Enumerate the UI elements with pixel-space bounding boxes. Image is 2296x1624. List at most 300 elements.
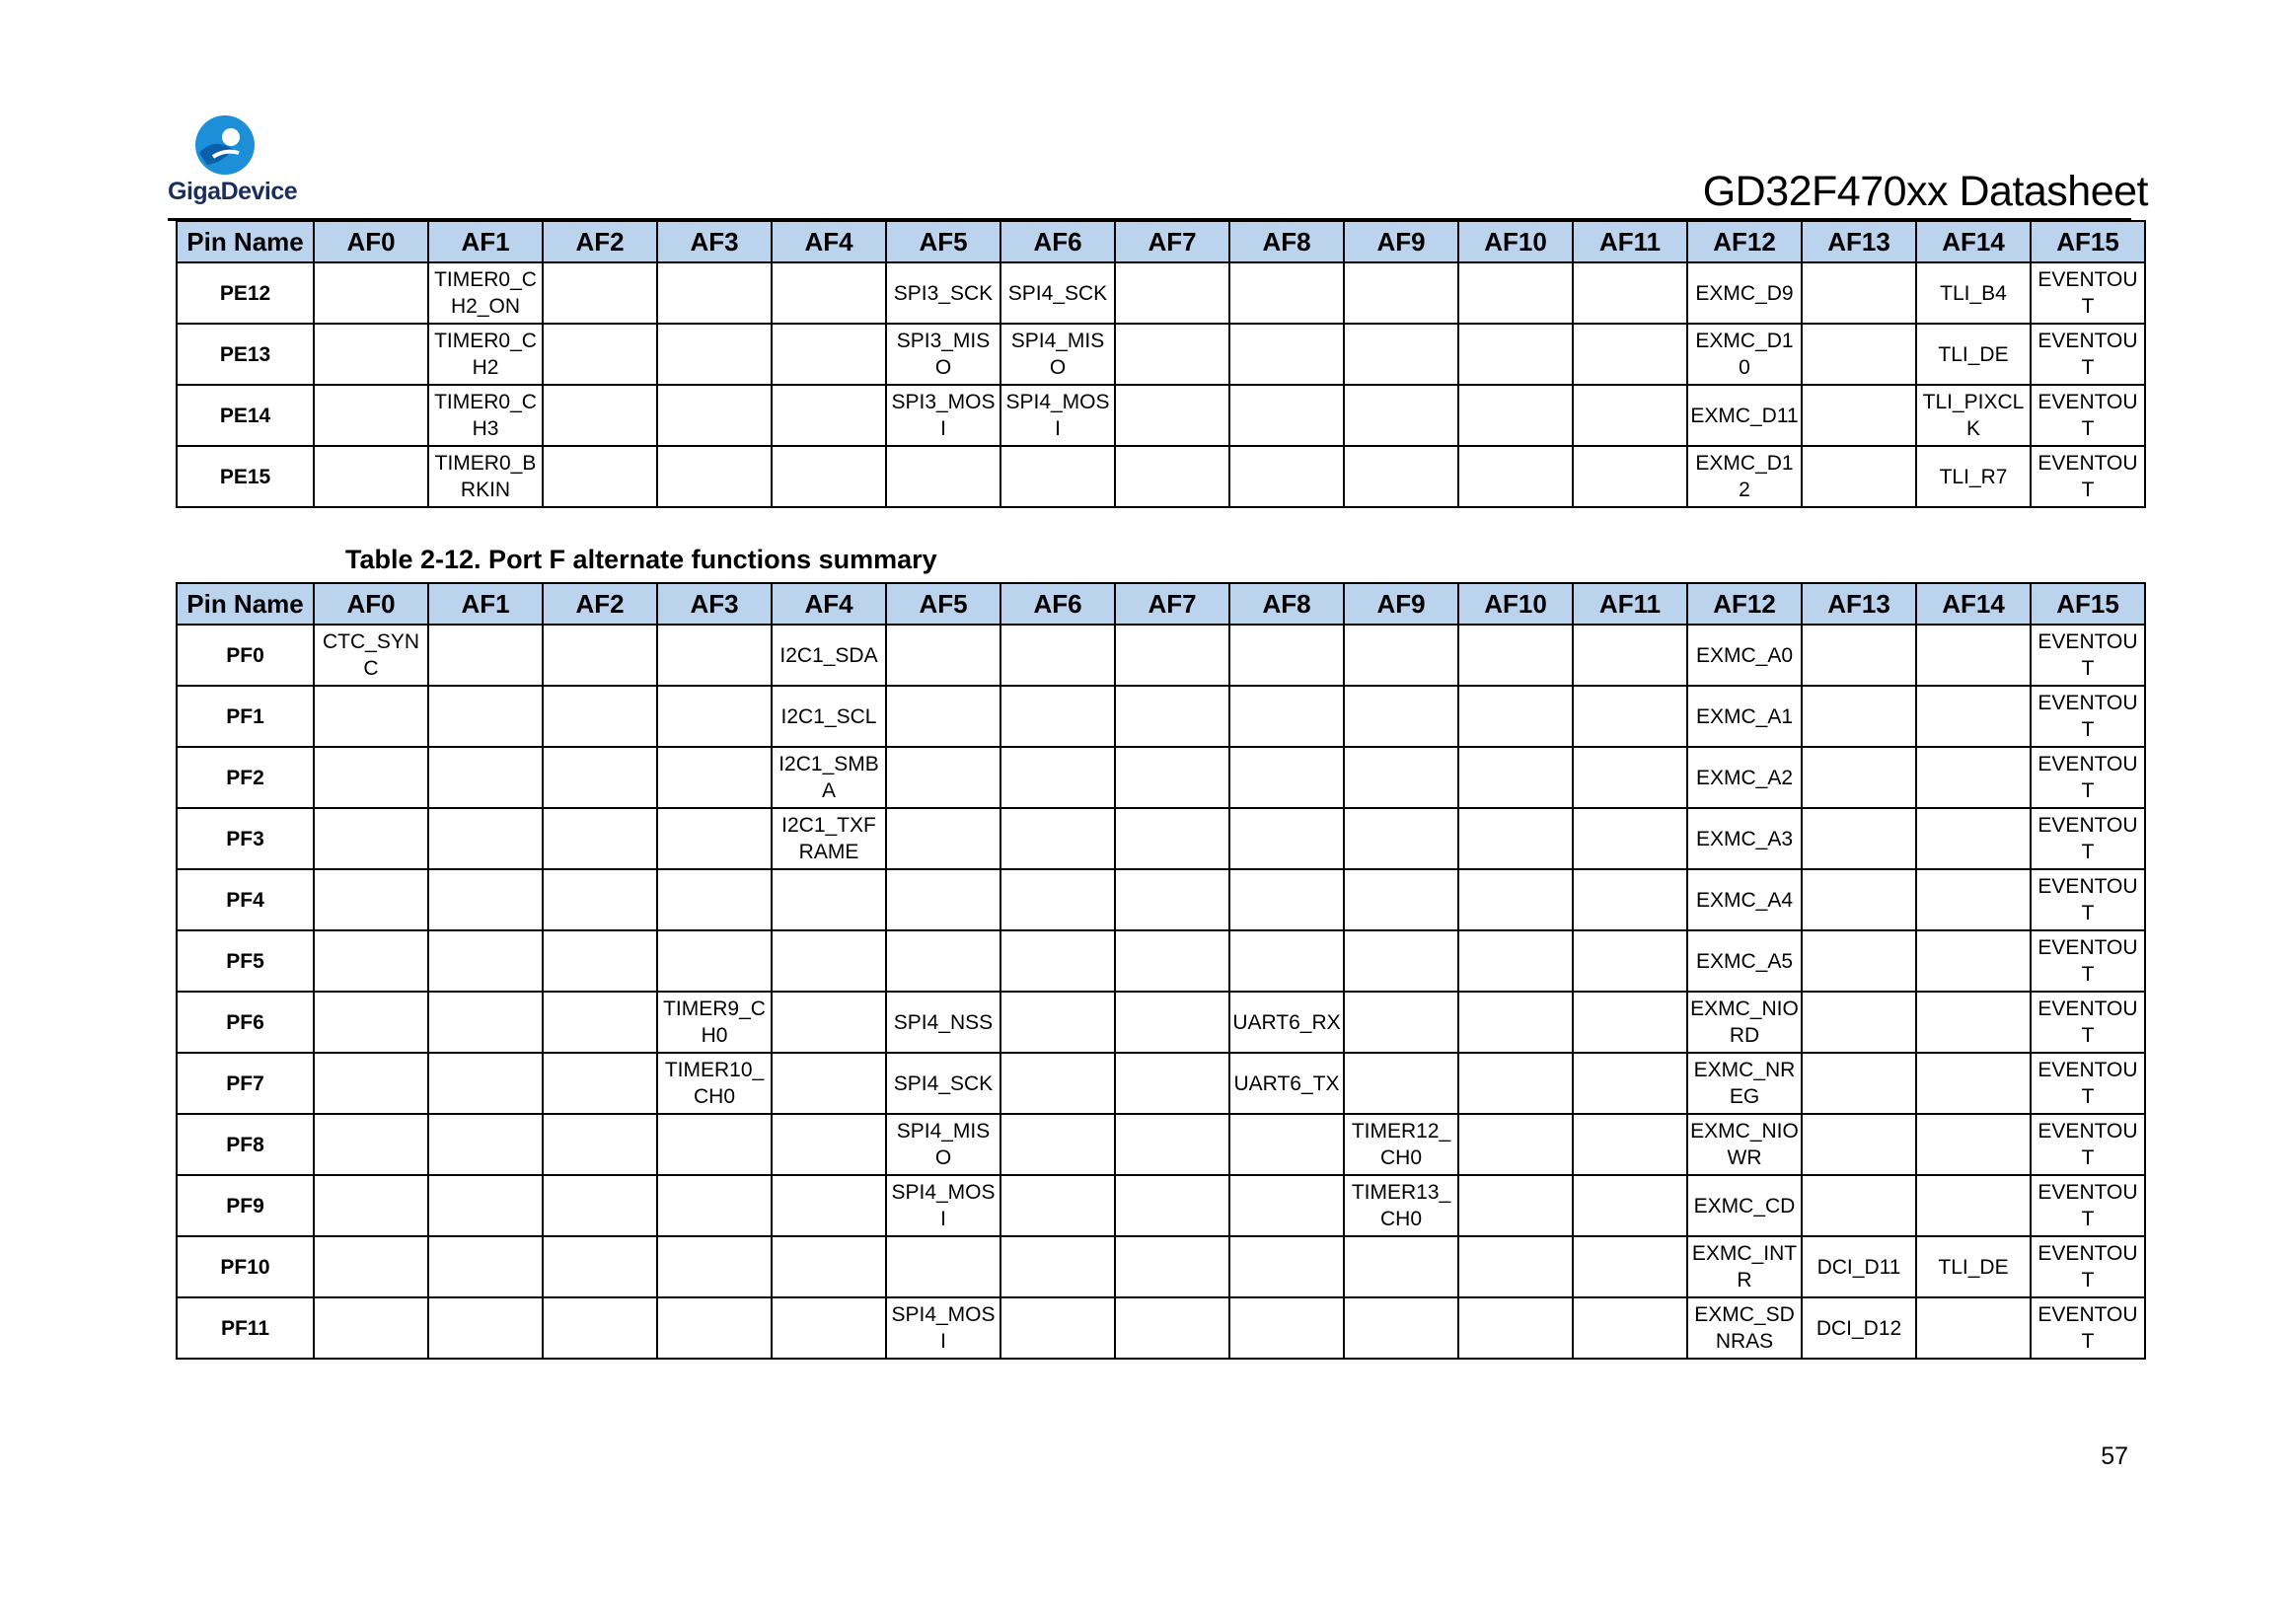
af-cell [1916, 992, 2031, 1053]
af-cell [1115, 1297, 1229, 1359]
af-cell [1229, 869, 1344, 930]
pin-name-cell: PF2 [177, 747, 314, 808]
af-cell [657, 808, 772, 869]
af-cell: EXMC_D11 [1687, 385, 1802, 446]
port-f-af-table [176, 582, 2146, 1360]
af-cell [1344, 1297, 1458, 1359]
af-cell: EXMC_NREG [1687, 1053, 1802, 1114]
af-cell: TIMER0_BRKIN [428, 446, 543, 507]
column-header: AF6 [1000, 221, 1115, 262]
af-cell [1115, 808, 1229, 869]
af-cell [1000, 686, 1115, 747]
af-cell [428, 1175, 543, 1236]
pin-name-cell: PE12 [177, 262, 314, 324]
column-header: AF12 [1687, 583, 1802, 625]
column-header: AF6 [1000, 583, 1115, 625]
pin-name-cell: PF0 [177, 625, 314, 686]
af-cell [314, 1053, 428, 1114]
column-header: AF8 [1229, 221, 1344, 262]
column-header: AF5 [886, 583, 1000, 625]
af-cell [657, 747, 772, 808]
af-cell [314, 808, 428, 869]
af-cell: I2C1_SDA [772, 625, 886, 686]
af-cell [772, 446, 886, 507]
af-cell [772, 930, 886, 992]
af-cell [1573, 1297, 1687, 1359]
af-cell [1229, 686, 1344, 747]
table-row [177, 1236, 2145, 1297]
af-cell [657, 869, 772, 930]
af-cell: EXMC_A0 [1687, 625, 1802, 686]
af-cell [1344, 869, 1458, 930]
table-row [177, 992, 2145, 1053]
af-cell [1115, 747, 1229, 808]
af-cell [543, 1114, 657, 1175]
af-cell: EVENTOUT [2031, 992, 2145, 1053]
af-cell [657, 930, 772, 992]
af-cell [1000, 1053, 1115, 1114]
table-row [177, 747, 2145, 808]
af-cell [428, 992, 543, 1053]
af-cell [1115, 992, 1229, 1053]
column-header: AF0 [314, 221, 428, 262]
column-header: AF12 [1687, 221, 1802, 262]
af-cell [1458, 625, 1573, 686]
gigadevice-logo-icon [193, 113, 257, 177]
af-cell [314, 1297, 428, 1359]
column-header: AF2 [543, 221, 657, 262]
af-cell [1458, 747, 1573, 808]
af-cell [772, 324, 886, 385]
af-cell: EXMC_D9 [1687, 262, 1802, 324]
af-cell [1115, 1175, 1229, 1236]
pin-name-cell: PF10 [177, 1236, 314, 1297]
af-cell [1458, 1114, 1573, 1175]
af-cell [543, 446, 657, 507]
af-cell [543, 262, 657, 324]
af-cell: TIMER0_CH2 [428, 324, 543, 385]
af-cell [1802, 625, 1916, 686]
af-cell: SPI4_MOSI [886, 1297, 1000, 1359]
af-cell [1344, 686, 1458, 747]
af-cell [1344, 446, 1458, 507]
af-cell [543, 808, 657, 869]
af-cell: EVENTOUT [2031, 1114, 2145, 1175]
af-cell [886, 1236, 1000, 1297]
column-header: AF10 [1458, 221, 1573, 262]
af-cell [1115, 1236, 1229, 1297]
af-cell [1802, 747, 1916, 808]
af-cell: EVENTOUT [2031, 686, 2145, 747]
pin-name-cell: PF8 [177, 1114, 314, 1175]
af-cell [657, 1236, 772, 1297]
af-cell [1000, 992, 1115, 1053]
column-header: AF3 [657, 583, 772, 625]
af-cell [1916, 808, 2031, 869]
column-header: AF9 [1344, 221, 1458, 262]
table-row [177, 930, 2145, 992]
af-cell: SPI3_SCK [886, 262, 1000, 324]
af-cell: TIMER9_CH0 [657, 992, 772, 1053]
af-cell [1229, 262, 1344, 324]
column-header: AF15 [2031, 221, 2145, 262]
af-cell [886, 446, 1000, 507]
af-cell [657, 446, 772, 507]
af-cell [1229, 930, 1344, 992]
af-cell [1802, 686, 1916, 747]
af-cell [1000, 930, 1115, 992]
af-cell [1115, 1114, 1229, 1175]
af-cell [1573, 869, 1687, 930]
table-row [177, 262, 2145, 324]
af-cell [1458, 1175, 1573, 1236]
af-cell [1916, 1114, 2031, 1175]
af-cell [1115, 446, 1229, 507]
document-title: GD32F470xx Datasheet [1702, 168, 2148, 215]
af-cell [886, 686, 1000, 747]
af-cell [886, 930, 1000, 992]
table-row [177, 808, 2145, 869]
af-cell [543, 625, 657, 686]
af-cell: SPI4_NSS [886, 992, 1000, 1053]
af-cell: EVENTOUT [2031, 625, 2145, 686]
port-e-af-table [176, 220, 2146, 508]
pin-name-cell: PF7 [177, 1053, 314, 1114]
af-cell: I2C1_SCL [772, 686, 886, 747]
af-cell [772, 385, 886, 446]
af-cell: SPI4_MISO [1000, 324, 1115, 385]
pin-name-cell: PF6 [177, 992, 314, 1053]
af-cell [1573, 324, 1687, 385]
af-cell [1115, 625, 1229, 686]
af-cell [1916, 747, 2031, 808]
af-cell: EVENTOUT [2031, 385, 2145, 446]
logo-text: GigaDevice [168, 178, 298, 205]
af-cell [1229, 1114, 1344, 1175]
column-header: AF8 [1229, 583, 1344, 625]
af-cell [1344, 992, 1458, 1053]
af-cell [1573, 992, 1687, 1053]
af-cell: EXMC_A4 [1687, 869, 1802, 930]
af-cell [1573, 1236, 1687, 1297]
af-cell [1458, 324, 1573, 385]
af-cell [886, 747, 1000, 808]
af-cell [1802, 1114, 1916, 1175]
af-cell [543, 747, 657, 808]
gigadevice-logo [168, 113, 296, 212]
af-cell [428, 869, 543, 930]
pin-name-cell: PF11 [177, 1297, 314, 1359]
af-cell [314, 869, 428, 930]
column-header: AF2 [543, 583, 657, 625]
af-cell [1458, 446, 1573, 507]
af-cell: DCI_D11 [1802, 1236, 1916, 1297]
af-cell: EXMC_A5 [1687, 930, 1802, 992]
af-cell [1115, 1053, 1229, 1114]
af-cell [1344, 1236, 1458, 1297]
af-cell: SPI4_SCK [886, 1053, 1000, 1114]
af-cell: EVENTOUT [2031, 1236, 2145, 1297]
af-cell [1458, 869, 1573, 930]
af-cell [1229, 747, 1344, 808]
af-cell: TLI_R7 [1916, 446, 2031, 507]
af-cell [314, 930, 428, 992]
af-cell [1573, 808, 1687, 869]
pin-name-cell: PE15 [177, 446, 314, 507]
af-cell: DCI_D12 [1802, 1297, 1916, 1359]
af-cell: TLI_B4 [1916, 262, 2031, 324]
af-cell [1115, 385, 1229, 446]
af-cell [1229, 808, 1344, 869]
column-header: AF10 [1458, 583, 1573, 625]
af-cell [428, 1236, 543, 1297]
af-cell: EXMC_NIORD [1687, 992, 1802, 1053]
af-cell [1802, 262, 1916, 324]
af-cell: EXMC_NIOWR [1687, 1114, 1802, 1175]
column-header: AF14 [1916, 221, 2031, 262]
af-cell [543, 1053, 657, 1114]
af-cell [1573, 930, 1687, 992]
af-cell [1458, 808, 1573, 869]
af-cell [1000, 625, 1115, 686]
af-cell [1802, 1053, 1916, 1114]
af-cell [772, 992, 886, 1053]
af-cell [886, 625, 1000, 686]
af-cell: SPI3_MISO [886, 324, 1000, 385]
table-row [177, 1175, 2145, 1236]
af-cell [1000, 1175, 1115, 1236]
af-cell [772, 1053, 886, 1114]
af-cell: EVENTOUT [2031, 1053, 2145, 1114]
af-cell [314, 686, 428, 747]
af-cell [1229, 1236, 1344, 1297]
column-header: AF7 [1115, 583, 1229, 625]
af-cell [657, 1297, 772, 1359]
af-cell: EVENTOUT [2031, 1297, 2145, 1359]
af-cell [1344, 625, 1458, 686]
af-cell: TLI_DE [1916, 324, 2031, 385]
column-header: AF11 [1573, 583, 1687, 625]
af-cell [314, 747, 428, 808]
af-cell: UART6_RX [1229, 992, 1344, 1053]
af-cell [1344, 747, 1458, 808]
af-cell [1802, 324, 1916, 385]
af-cell: SPI3_MOSI [886, 385, 1000, 446]
af-cell [772, 1236, 886, 1297]
pin-name-cell: PF3 [177, 808, 314, 869]
af-cell [1573, 262, 1687, 324]
table-row [177, 446, 2145, 507]
pin-name-cell: PF5 [177, 930, 314, 992]
table-row [177, 686, 2145, 747]
column-header: AF4 [772, 221, 886, 262]
af-cell [1573, 625, 1687, 686]
table-row [177, 1297, 2145, 1359]
af-cell [314, 385, 428, 446]
table-row [177, 1053, 2145, 1114]
af-cell: TIMER12_CH0 [1344, 1114, 1458, 1175]
af-cell: EXMC_D10 [1687, 324, 1802, 385]
af-cell: EXMC_A2 [1687, 747, 1802, 808]
af-cell: EVENTOUT [2031, 446, 2145, 507]
af-cell [1573, 446, 1687, 507]
af-cell [1344, 1053, 1458, 1114]
af-cell [657, 324, 772, 385]
af-cell [1458, 385, 1573, 446]
table-row [177, 385, 2145, 446]
column-header: AF7 [1115, 221, 1229, 262]
af-cell [1916, 869, 2031, 930]
af-cell: EVENTOUT [2031, 808, 2145, 869]
af-cell [543, 1297, 657, 1359]
af-cell [428, 808, 543, 869]
af-cell [428, 930, 543, 992]
af-cell [543, 869, 657, 930]
pin-name-cell: PF1 [177, 686, 314, 747]
af-cell: TIMER10_CH0 [657, 1053, 772, 1114]
af-cell [1115, 686, 1229, 747]
af-cell [1573, 1114, 1687, 1175]
af-cell [1229, 625, 1344, 686]
af-cell [314, 324, 428, 385]
af-cell [772, 1114, 886, 1175]
af-cell [1458, 686, 1573, 747]
af-cell [657, 262, 772, 324]
af-cell [1000, 446, 1115, 507]
af-cell [1115, 930, 1229, 992]
af-cell: EXMC_D12 [1687, 446, 1802, 507]
column-header: Pin Name [177, 583, 314, 625]
af-cell [657, 1175, 772, 1236]
column-header: AF13 [1802, 221, 1916, 262]
af-cell [1229, 446, 1344, 507]
table-header-row [177, 583, 2145, 625]
af-cell: EXMC_A1 [1687, 686, 1802, 747]
af-cell [657, 385, 772, 446]
af-cell: SPI4_MOSI [1000, 385, 1115, 446]
af-cell [1458, 930, 1573, 992]
af-cell [886, 869, 1000, 930]
af-cell [314, 262, 428, 324]
af-cell [1916, 1297, 2031, 1359]
af-cell [314, 1236, 428, 1297]
af-cell [1573, 686, 1687, 747]
af-cell [1115, 262, 1229, 324]
af-cell: UART6_TX [1229, 1053, 1344, 1114]
column-header: AF13 [1802, 583, 1916, 625]
af-cell [1229, 1297, 1344, 1359]
af-cell [1000, 1297, 1115, 1359]
af-cell [1916, 930, 2031, 992]
af-cell [543, 385, 657, 446]
af-cell: SPI4_SCK [1000, 262, 1115, 324]
pin-name-cell: PF9 [177, 1175, 314, 1236]
af-cell [886, 808, 1000, 869]
af-cell: EXMC_INTR [1687, 1236, 1802, 1297]
table-header-row [177, 221, 2145, 262]
af-cell: I2C1_TXFRAME [772, 808, 886, 869]
af-cell [1458, 992, 1573, 1053]
af-cell [1802, 930, 1916, 992]
af-cell [314, 446, 428, 507]
af-cell [1573, 747, 1687, 808]
af-cell [428, 625, 543, 686]
af-cell [1802, 1175, 1916, 1236]
af-cell [1573, 1175, 1687, 1236]
af-cell [1916, 1175, 2031, 1236]
column-header: AF9 [1344, 583, 1458, 625]
af-cell [772, 1175, 886, 1236]
af-cell: TLI_DE [1916, 1236, 2031, 1297]
af-cell [314, 1114, 428, 1175]
af-cell [1115, 869, 1229, 930]
af-cell [543, 1175, 657, 1236]
af-cell [428, 1053, 543, 1114]
af-cell: EXMC_A3 [1687, 808, 1802, 869]
af-cell [1458, 262, 1573, 324]
af-cell [1344, 262, 1458, 324]
af-cell [428, 686, 543, 747]
af-cell [657, 1114, 772, 1175]
af-cell [1802, 869, 1916, 930]
table-row [177, 1114, 2145, 1175]
af-cell [1115, 324, 1229, 385]
af-cell [1344, 930, 1458, 992]
af-cell: EVENTOUT [2031, 747, 2145, 808]
table-row [177, 324, 2145, 385]
af-cell [1344, 385, 1458, 446]
pin-name-cell: PE13 [177, 324, 314, 385]
af-cell [314, 1175, 428, 1236]
column-header: AF0 [314, 583, 428, 625]
af-cell: SPI4_MOSI [886, 1175, 1000, 1236]
af-cell: EXMC_CD [1687, 1175, 1802, 1236]
pin-name-cell: PE14 [177, 385, 314, 446]
af-cell [543, 686, 657, 747]
af-cell: EVENTOUT [2031, 324, 2145, 385]
af-cell [1802, 808, 1916, 869]
af-cell: TIMER13_CH0 [1344, 1175, 1458, 1236]
af-cell [1802, 992, 1916, 1053]
af-cell [1000, 747, 1115, 808]
af-cell [1802, 446, 1916, 507]
af-cell [1573, 385, 1687, 446]
column-header: AF11 [1573, 221, 1687, 262]
af-cell [428, 1297, 543, 1359]
af-cell [1458, 1297, 1573, 1359]
af-cell: I2C1_SMBA [772, 747, 886, 808]
af-cell [657, 625, 772, 686]
af-cell [314, 992, 428, 1053]
af-cell [772, 869, 886, 930]
af-cell [1344, 808, 1458, 869]
af-cell [543, 930, 657, 992]
af-cell [1916, 686, 2031, 747]
af-cell [1000, 1114, 1115, 1175]
af-cell [1229, 1175, 1344, 1236]
af-cell: EXMC_SDNRAS [1687, 1297, 1802, 1359]
table-row [177, 625, 2145, 686]
af-cell: CTC_SYNC [314, 625, 428, 686]
af-cell [1916, 625, 2031, 686]
af-cell: TIMER0_CH2_ON [428, 262, 543, 324]
af-cell [772, 1297, 886, 1359]
af-cell: SPI4_MISO [886, 1114, 1000, 1175]
af-cell: EVENTOUT [2031, 262, 2145, 324]
af-cell [1458, 1236, 1573, 1297]
af-cell: TIMER0_CH3 [428, 385, 543, 446]
af-cell [1229, 385, 1344, 446]
